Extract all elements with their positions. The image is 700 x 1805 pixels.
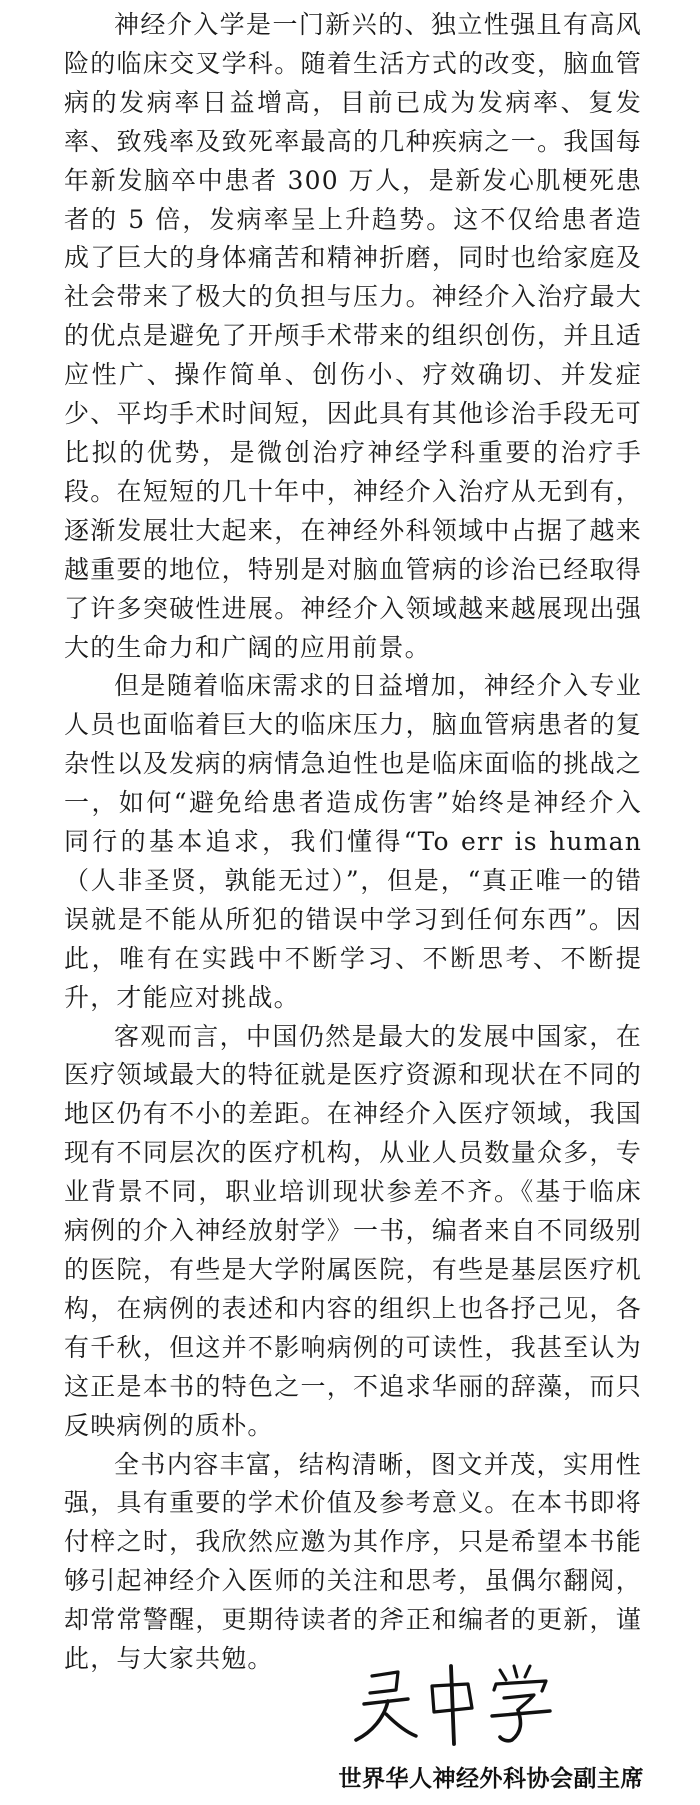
paragraph-3: 客观而言，中国仍然是最大的发展中国家，在医疗领域最大的特征就是医疗资源和现状在不同的地区仍有不小的差距。在神经介入医疗领域，我国现有不同层次的医疗机构，从业人员数量众多，专业背景不同，职业培训现状参差不齐。《基于临床病例的介入神经放射学》一书，编者来自不同级别的医院，有些是大学附属医院，有些是基层医疗机构，在病例的表述和内容的组织上也各抒己见，各有千秋，但这并不影响病例的可读性，我甚至认为这正是本书的特色之一，不追求华丽的辞藻，而只反映病例的质朴。 [64,1021,642,1440]
paragraph-1: 神经介入学是一门新兴的、独立性强且有高风险的临床交叉学科。随着生活方式的改变，脑血管病的发病率日益增高，目前已成为发病率、复发率、致残率及致死率最高的几种疾病之一。我国每年新发脑卒中患者 300 万人，是新发心肌梗死患者的 5 倍，发病率呈上升趋势。这不仅给患者造成了巨大的身体痛苦和精神折磨，同时也给家庭及社会带来了极大的负担与压力。神经介入治疗最大的优点是避免了开颅手术带来的组织创伤，并且适应性广、操作简单、创伤小、疗效确切、并发症少、平均手术时间短，因此具有其他诊治手段无可比拟的优势，是微创治疗神经学科重要的治疗手段。在短短的几十年中，神经介入治疗从无到有，逐渐发展壮大起来，在神经外科领域中占据了越来越重要的地位，特别是对脑血管病的诊治已经取得了许多突破性进展。神经介入领域越来越展现出强大的生命力和广阔的应用前景。 [64,10,642,662]
handwritten-signature [350,1660,610,1746]
paragraph-4: 全书内容丰富，结构清晰，图文并茂，实用性强，具有重要的学术价值及参考意义。在本书即将付梓之时，我欣然应邀为其作序，只是希望本书能够引起神经介入医师的关注和思考，虽偶尔翻阅，却常常警醒，更期待读者的斧正和编者的更新，谨此，与大家共勉。 [64,1449,642,1674]
author-affiliation: 世界华人神经外科协会副主席 [338,1766,644,1792]
preface-body [64,6,642,1679]
paragraph-2: 但是随着临床需求的日益增加，神经介入专业人员也面临着巨大的临床压力，脑血管病患者的复杂性以及发病的病情急迫性也是临床面临的挑战之一，如何“避免给患者造成伤害”始终是神经介入同行的基本追求，我们懂得“To err is human（人非圣贤，孰能无过）”，但是，“真正唯一的错误就是不能从所犯的错误中学习到任何东西”。因此，唯有在实践中不断学习、不断思考、不断提升，才能应对挑战。 [64,671,642,1012]
